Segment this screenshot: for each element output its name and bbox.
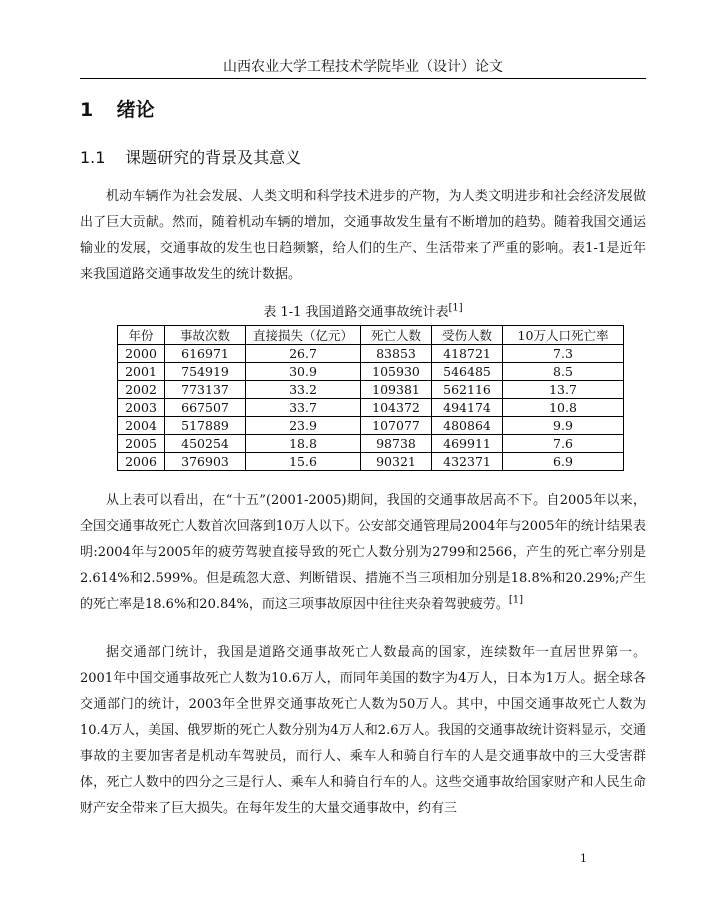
table-row: [118, 381, 624, 399]
paragraph-2-text: 从上表可以看出，在“十五”(2001-2005)期间，我国的交通事故居高不下。自2005年以来，全国交通事故死亡人数首次回落到10万人以下。公安部交通管理局2004年与2005年的统计结果表明:2004年与2005年的疲劳驾驶直接导致的死亡人数分别为2799和2566，产生的死亡率分别是2.614%和2.599%。但是疏忽大意、判断错误、措施不当三项相加分别是18.8%和20.29%;产生的死亡率是18.6%和20.84%，而这三项事故原因中往往夹杂着驾驶疲劳。: [80, 493, 646, 612]
column-header-death-rate: 10万人口死亡率: [503, 326, 624, 345]
table-cell: 2000: [118, 345, 165, 363]
table-cell: 33.2: [246, 381, 361, 399]
table-cell: 107077: [361, 417, 432, 435]
table-row: [118, 417, 624, 435]
table-cell: 469911: [432, 435, 503, 453]
table-cell: 667507: [165, 399, 246, 417]
page-number: 1: [580, 852, 587, 865]
table-cell: 7.3: [503, 345, 624, 363]
section-title: 课题研究的背景及其意义: [125, 148, 302, 167]
table-cell: 26.7: [246, 345, 361, 363]
table-cell: 10.8: [503, 399, 624, 417]
header-rule: [80, 78, 646, 79]
table-row: [118, 399, 624, 417]
table-caption-text: 表 1-1 我国道路交通事故统计表: [263, 305, 449, 320]
chapter-title: 绪论: [116, 99, 155, 121]
table-header-row: [118, 326, 624, 345]
running-header: 山西农业大学工程技术学院毕业（设计）论文: [223, 59, 503, 75]
table-cell: 2003: [118, 399, 165, 417]
paragraph-2-citation: [1]: [508, 594, 524, 606]
table-cell: 376903: [165, 453, 246, 471]
table-cell: 546485: [432, 363, 503, 381]
table-cell: 15.6: [246, 453, 361, 471]
column-header-year: 年份: [118, 326, 165, 345]
column-header-injuries: 受伤人数: [432, 326, 503, 345]
chapter-heading: [80, 98, 155, 122]
table-cell: 754919: [165, 363, 246, 381]
table-cell: 2001: [118, 363, 165, 381]
chapter-number: 1: [80, 99, 94, 121]
table-cell: 418721: [432, 345, 503, 363]
table-cell: 2004: [118, 417, 165, 435]
table-cell: 494174: [432, 399, 503, 417]
table-cell: 616971: [165, 345, 246, 363]
table-cell: 7.6: [503, 435, 624, 453]
table-cell: 2005: [118, 435, 165, 453]
paragraph-2: [80, 488, 646, 618]
table-cell: 33.7: [246, 399, 361, 417]
table-cell: 83853: [361, 345, 432, 363]
section-number: 1.1: [80, 148, 106, 167]
table-cell: 109381: [361, 381, 432, 399]
table-cell: 562116: [432, 381, 503, 399]
table-cell: 432371: [432, 453, 503, 471]
table-cell: 8.5: [503, 363, 624, 381]
table-cell: 98738: [361, 435, 432, 453]
table-caption-citation: [1]: [448, 302, 463, 314]
column-header-direct-loss: 直接损失（亿元）: [246, 326, 361, 345]
table-cell: 2002: [118, 381, 165, 399]
table-row: [118, 435, 624, 453]
table-cell: 18.8: [246, 435, 361, 453]
table-row: [118, 363, 624, 381]
table-row: [118, 345, 624, 363]
table-cell: 450254: [165, 435, 246, 453]
table-cell: 773137: [165, 381, 246, 399]
paragraph-3: 据交通部门统计，我国是道路交通事故死亡人数最高的国家，连续数年一直居世界第一。2001年中国交通事故死亡人数为10.6万人，而同年美国的数字为4万人，日本为1万人。据全球各交通部门的统计，2003年全世界交通事故死亡人数为50万人。其中，中国交通事故死亡人数为10.4万人，美国、俄罗斯的死亡人数分别为4万人和2.6万人。我国的交通事故统计资料显示，交通事故的主要加害者是机动车驾驶员，而行人、乘车人和骑自行车的人是交通事故中的三大受害群体，死亡人数中的四分之三是行人、乘车人和骑自行车的人。这些交通事故给国家财产和人民生命财产安全带来了巨大损失。在每年发生的大量交通事故中，约有三: [80, 645, 646, 816]
column-header-accidents: 事故次数: [165, 326, 246, 345]
paragraph-1: 机动车辆作为社会发展、人类文明和科学技术进步的产物，为人类文明进步和社会经济发展做出了巨大贡献。然而，随着机动车辆的增加，交通事故发生量有不断增加的趋势。随着我国交通运输业的发展，交通事故的发生也日趋频繁，给人们的生产、生活带来了严重的影响。表1-1是近年来我国道路交通事故发生的统计数据。: [80, 189, 646, 282]
table-caption: [80, 304, 646, 322]
table-cell: 104372: [361, 399, 432, 417]
table-cell: 90321: [361, 453, 432, 471]
table-row: [118, 453, 624, 471]
section-heading: [80, 148, 301, 168]
table-cell: 9.9: [503, 417, 624, 435]
column-header-deaths: 死亡人数: [361, 326, 432, 345]
table-cell: 517889: [165, 417, 246, 435]
table-cell: 6.9: [503, 453, 624, 471]
table-cell: 30.9: [246, 363, 361, 381]
table-cell: 105930: [361, 363, 432, 381]
table-cell: 2006: [118, 453, 165, 471]
table-cell: 480864: [432, 417, 503, 435]
table-cell: 13.7: [503, 381, 624, 399]
accident-statistics-table: [117, 325, 624, 471]
table-cell: 23.9: [246, 417, 361, 435]
